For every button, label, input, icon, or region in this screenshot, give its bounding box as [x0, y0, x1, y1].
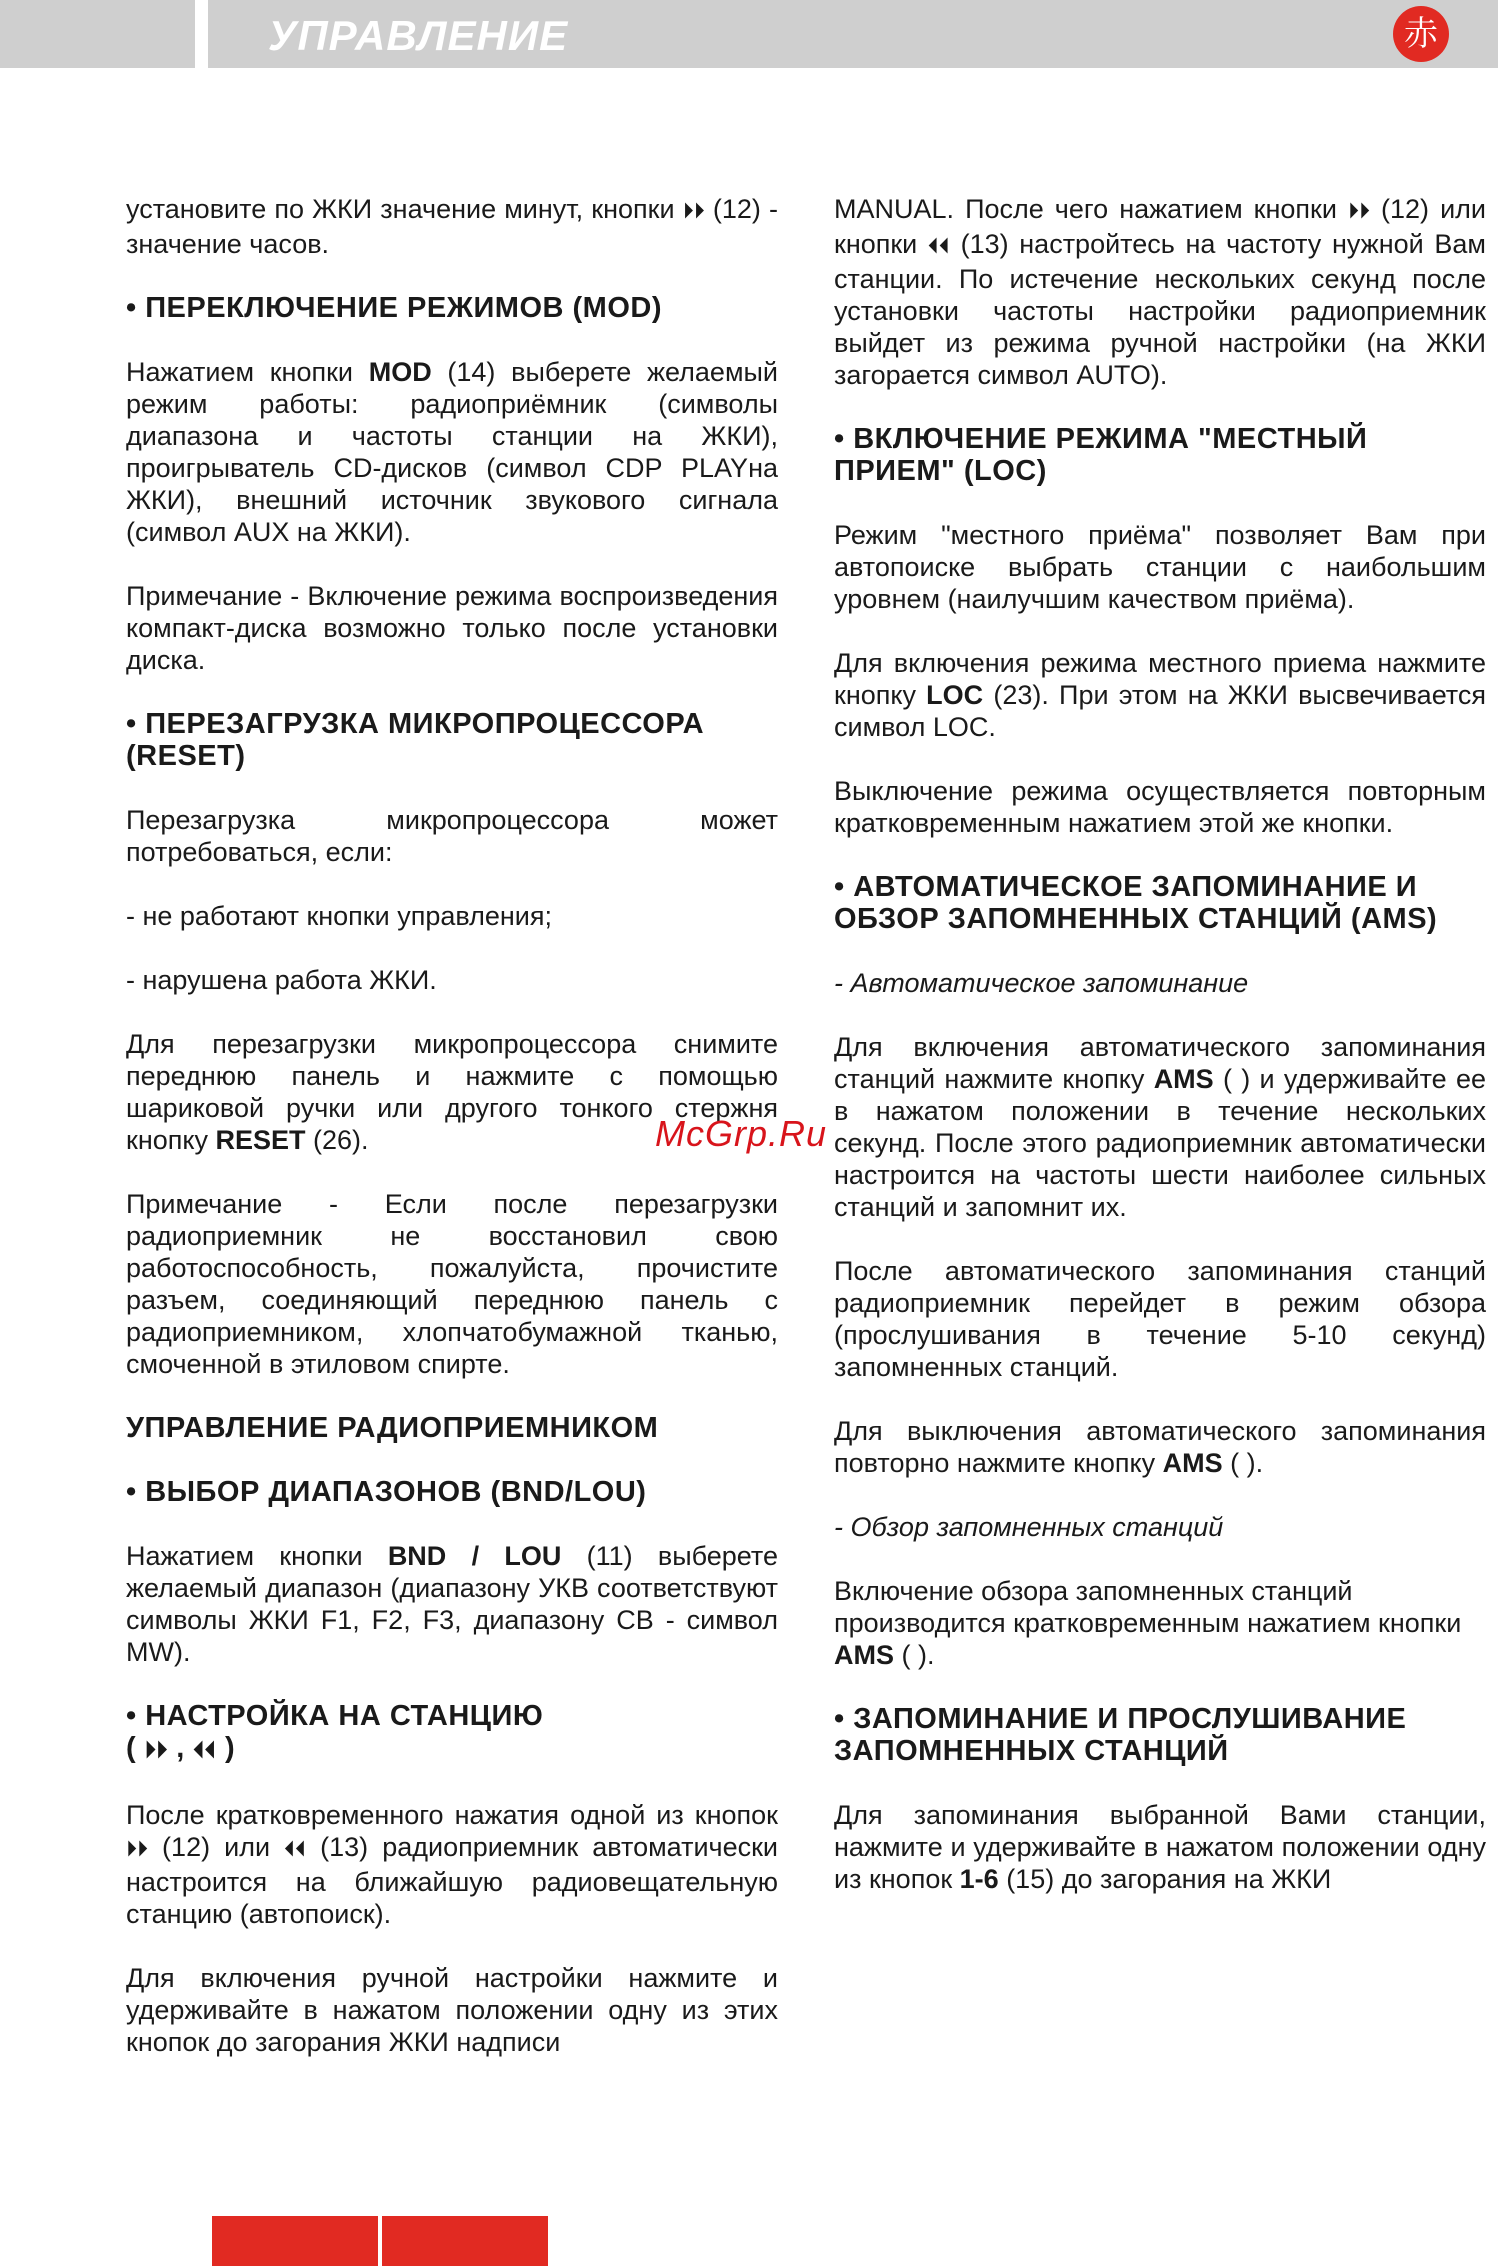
paragraph-ams-on: Для включения автоматического запоминания станций нажмите кнопку AMS ( ) и удерживайте ее в нажатом положении в течение нескольких секунд. После этого радиоприемник автоматически настроится на частоты шести наиболее сильных станций и запомнит их. — [834, 1032, 1486, 1222]
logo-char: 赤 — [1404, 14, 1438, 54]
paragraph-mod: Нажатием кнопки MOD (14) выберете желаемый режим работы: радиоприёмник (символы диапазона и частоты станции на ЖКИ), проигрыватель CD-дисков (символ CDP PLAYна ЖКИ), внешний источник звукового сигнала (символ AUX на ЖКИ). — [126, 357, 778, 547]
heading-radio-control: УПРАВЛЕНИЕ РАДИОПРИЕМНИКОМ — [126, 1412, 659, 1444]
subheading-review: - Обзор запомненных станций — [834, 1512, 1224, 1542]
list-item: - нарушена работа ЖКИ. — [126, 965, 437, 995]
continued-paragraph: установите по ЖКИ значение минут, кнопки ⏵⏵ (12) - значение часов. — [126, 194, 778, 259]
paragraph-loc-desc: Режим "местного приёма" позволяет Вам при автопоиске выбрать станции с наибольшим уровнем (наилучшим качеством приёма). — [834, 520, 1486, 614]
brand-logo-icon — [1393, 6, 1449, 62]
fast-forward-icon: ⏵⏵ — [144, 1738, 168, 1763]
page-title: УПРАВЛЕНИЕ — [268, 12, 569, 59]
subheading-auto-memory: - Автоматическое запоминание — [834, 968, 1249, 998]
header-bar-left — [0, 0, 195, 68]
paragraph-loc-off: Выключение режима осуществляется повторным кратковременным нажатием этой же кнопки. — [834, 776, 1486, 838]
heading-tune: • НАСТРОЙКА НА СТАНЦИЮ ( ⏵⏵ , ⏴⏴ ) — [126, 1700, 544, 1764]
footer-tab — [382, 2216, 548, 2266]
paragraph-ams-review: После автоматического запоминания станций радиоприемник перейдет в режим обзора (прослушивания в течение 5-10 секунд) запомненных станций. — [834, 1256, 1486, 1382]
paragraph-bnd: Нажатием кнопки BND / LOU (11) выберете желаемый диапазон (диапазону УКВ соответствуют символы ЖКИ F1, F2, F3, диапазону СВ - символ MW). — [126, 1541, 778, 1667]
heading-bnd: • ВЫБОР ДИАПАЗОНОВ (BND/LOU) — [126, 1476, 647, 1508]
paragraph-reset-intro: Перезагрузка микропроцессора может потребоваться, если: — [126, 805, 778, 867]
list-item: - не работают кнопки управления; — [126, 901, 552, 931]
paragraph-loc-on: Для включения режима местного приема нажмите кнопку LOC (23). При этом на ЖКИ высвечивается символ LOC. — [834, 648, 1486, 742]
note-reset: Примечание - Если после перезагрузки радиоприемник не восстановил свою работоспособность, пожалуйста, прочистите разъем, соединяющий переднюю панель с радиоприемником, хлопчатобумажной тканью, смоченной в этиловом спирте. — [126, 1189, 778, 1379]
paragraph-manual: MANUAL. После чего нажатием кнопки ⏵⏵ (12) или кнопки ⏴⏴ (13) настройтесь на частоту нужной Вам станции. По истечение нескольких секунд после установки частоты настройки радиоприемник выйдет из режима ручной настройки (на ЖКИ загорается символ AUTO). — [834, 194, 1486, 390]
paragraph-tune-auto: После кратковременного нажатия одной из кнопок ⏵⏵ (12) или ⏴⏴ (13) радиоприемник автоматически настроится на ближайшую радиовещательную станцию (автопоиск). — [126, 1800, 779, 1929]
rewind-icon: ⏴⏴ — [284, 1837, 307, 1862]
heading-reset: • ПЕРЕЗАГРУЗКА МИКРОПРОЦЕССОРА (RESET) — [126, 708, 705, 772]
paragraph-ams-off: Для выключения автоматического запоминания повторно нажмите кнопку AMS ( ). — [834, 1416, 1486, 1478]
watermark: McGrp.Ru — [655, 1113, 828, 1154]
paragraph-memory: Для запоминания выбранной Вами станции, нажмите и удерживайте в нажатом положении одну из кнопок 1-6 (15) до загорания на ЖКИ — [834, 1800, 1486, 1894]
heading-memory: • ЗАПОМИНАНИЕ И ПРОСЛУШИВАНИЕ ЗАПОМНЕННЫХ СТАНЦИЙ — [834, 1703, 1407, 1767]
paragraph-ams-scan: Включение обзора запомненных станций производится кратковременным нажатием кнопки AMS ( ). — [834, 1576, 1462, 1670]
heading-loc: • ВКЛЮЧЕНИЕ РЕЖИМА "МЕСТНЫЙ ПРИЕМ" (LOC) — [834, 423, 1368, 487]
fast-forward-icon: ⏵⏵ — [126, 1837, 149, 1862]
rewind-icon: ⏴⏴ — [193, 1738, 217, 1763]
heading-mod: • ПЕРЕКЛЮЧЕНИЕ РЕЖИМОВ (MOD) — [126, 292, 662, 324]
rewind-icon: ⏴⏴ — [927, 234, 950, 259]
note-cd: Примечание - Включение режима воспроизведения компакт-диска возможно только после установки диска. — [126, 581, 778, 675]
fast-forward-icon: ⏵⏵ — [1347, 199, 1370, 224]
right-column — [834, 193, 1486, 1927]
paragraph-tune-manual: Для включения ручной настройки нажмите и удерживайте в нажатом положении одну из этих кнопок до загорания ЖКИ надписи — [126, 1963, 778, 2057]
heading-ams: • АВТОМАТИЧЕСКОЕ ЗАПОМИНАНИЕ И ОБЗОР ЗАПОМНЕННЫХ СТАНЦИЙ (AMS) — [834, 871, 1438, 935]
footer-tab — [212, 2216, 378, 2266]
fast-forward-icon: ⏵⏵ — [682, 199, 705, 224]
paragraph-reset-howto: Для перезагрузки микропроцессора снимите переднюю панель и нажмите с помощью шариковой ручки или другого тонкого стержня кнопку RESET (26). — [126, 1029, 778, 1155]
